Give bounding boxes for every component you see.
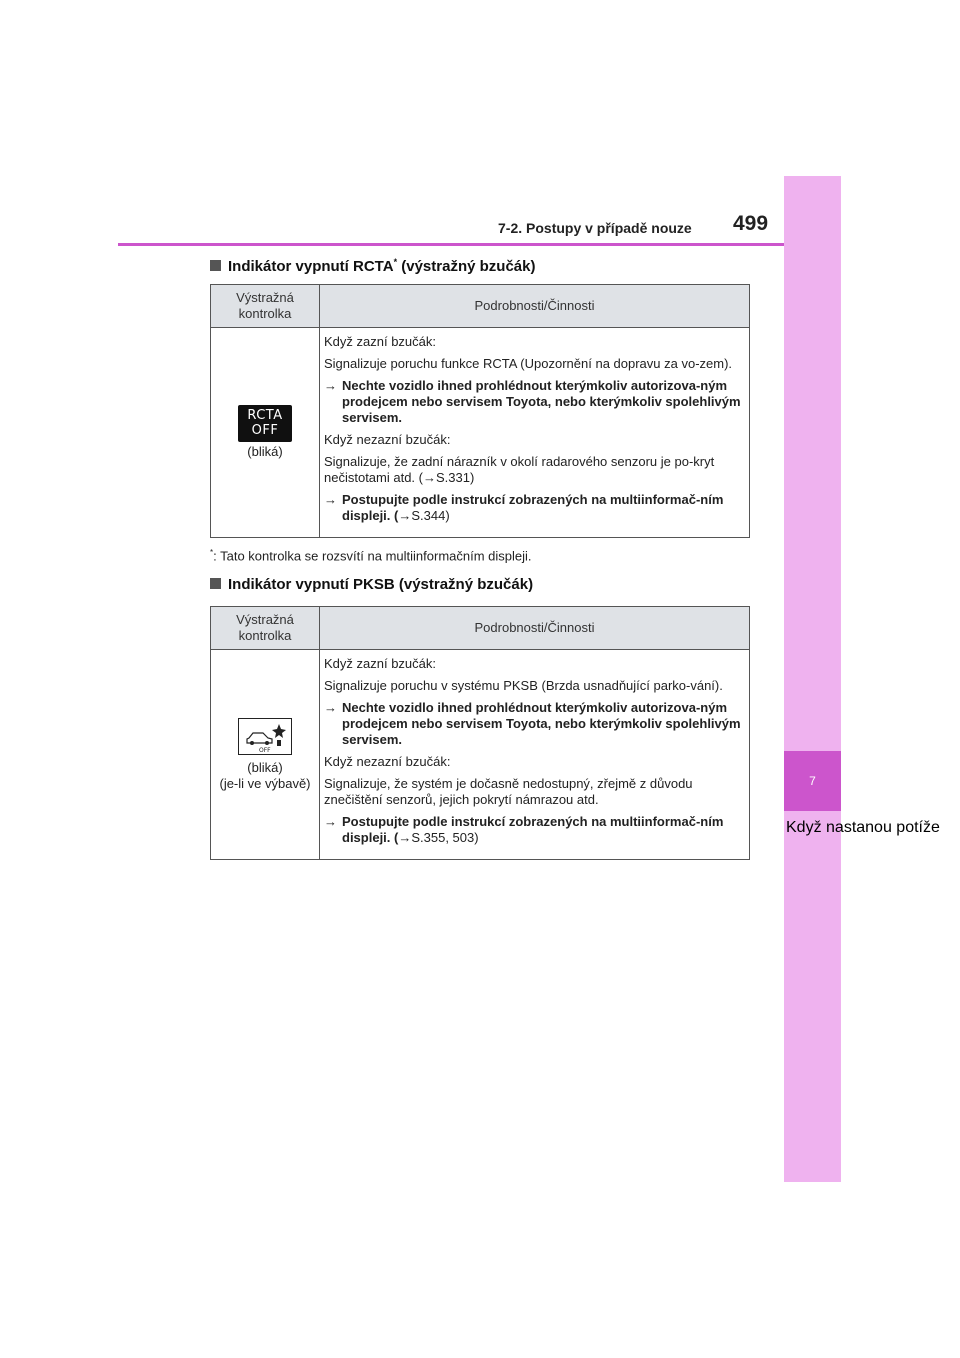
arrow-icon: →	[324, 814, 337, 829]
pksb-action2	[324, 814, 743, 846]
rcta-table	[210, 284, 750, 538]
pksb-details-cell	[320, 650, 750, 860]
rcta-action2-text: Postupujte podle instrukcí zobrazených na multiinformač-ním displeji. (	[342, 492, 724, 523]
footnote	[210, 548, 532, 563]
chapter-side-tab	[784, 176, 841, 1182]
pksb-action2-text: Postupujte podle instrukcí zobrazených na multiinformač-ním displeji. (	[342, 814, 724, 845]
rcta-action2	[324, 492, 743, 524]
pksb-icon-caption2: (je-li ve výbavě)	[219, 775, 311, 791]
section-title: 7-2. Postupy v případě nouze	[498, 220, 692, 236]
rcta-icon-line1: RCTA	[247, 408, 283, 423]
rcta-action2-ref[interactable]: →S.344)	[398, 508, 450, 523]
rcta-icon-cell	[211, 328, 320, 538]
chapter-number: 7	[809, 774, 816, 788]
rcta-desc2-ref[interactable]: →S.331)	[423, 470, 475, 485]
footnote-text: : Tato kontrolka se rozsvítí na multiinformačním displeji.	[213, 548, 532, 564]
pksb-action1-text: Nechte vozidlo ihned prohlédnout kterýmkoliv autorizova-ným prodejcem nebo servisem Toyota, nebo kterýmkoliv spolehlivým servisem.	[342, 700, 741, 747]
rcta-table-row	[211, 328, 750, 538]
when-sounds: Když zazní bzučák:	[324, 656, 436, 671]
col-warning-light: Výstražná kontrolka	[211, 607, 320, 650]
rcta-off-icon	[238, 405, 292, 442]
when-not-sounds: Když nezazní bzučák:	[324, 432, 451, 447]
when-sounds: Když zazní bzučák:	[324, 334, 436, 349]
rcta-heading	[210, 257, 535, 275]
col-details: Podrobnosti/Činnosti	[320, 607, 750, 650]
heading-square-icon	[210, 578, 221, 589]
rcta-action1-text: Nechte vozidlo ihned prohlédnout kterýmkoliv autorizova-ným prodejcem nebo servisem Toyota, nebo kterýmkoliv spolehlivým servisem.	[342, 378, 741, 425]
pksb-table-row	[211, 650, 750, 860]
rcta-desc2-text: Signalizuje, že zadní nárazník v okolí radarového senzoru je po-kryt nečistotami atd. (	[324, 454, 715, 485]
rcta-heading-suffix: (výstražný bzučák)	[397, 258, 536, 275]
pksb-desc2: Signalizuje, že systém je dočasně nedostupný, zřejmě z důvodu znečištění senzorů, jejich pokrytí námrazou atd.	[324, 776, 693, 807]
col-warning-light: Výstražná kontrolka	[211, 285, 320, 328]
rcta-heading-text: Indikátor vypnutí RCTA	[228, 258, 394, 275]
pksb-icon-label: OFF	[259, 746, 271, 754]
chapter-title: Když nastanou potíže	[786, 819, 940, 836]
pksb-action1	[324, 700, 743, 748]
rcta-details-cell	[320, 328, 750, 538]
header-rule	[118, 243, 784, 246]
pksb-off-icon	[238, 718, 292, 755]
col-details: Podrobnosti/Činnosti	[320, 285, 750, 328]
pksb-heading	[210, 576, 533, 593]
pksb-heading-text: Indikátor vypnutí PKSB (výstražný bzučák)	[228, 576, 534, 593]
rcta-icon-caption: (bliká)	[247, 444, 283, 459]
pksb-icon-cell	[211, 650, 320, 860]
rcta-desc1: Signalizuje poruchu funkce RCTA (Upozornění na dopravu za vo-zem).	[324, 356, 733, 371]
when-not-sounds: Když nezazní bzučák:	[324, 754, 451, 769]
footnote-mark: *	[210, 548, 214, 557]
arrow-icon: →	[324, 492, 337, 507]
pksb-desc1: Signalizuje poruchu v systému PKSB (Brzda usnadňující parko-vání).	[324, 678, 723, 693]
page-number: 499	[733, 212, 769, 235]
heading-square-icon	[210, 260, 221, 271]
arrow-icon: →	[324, 700, 337, 715]
pksb-action2-ref[interactable]: →S.355, 503)	[398, 830, 479, 845]
rcta-table-header	[211, 285, 750, 328]
pksb-table-header	[211, 607, 750, 650]
rcta-icon-line2: OFF	[251, 423, 279, 438]
pksb-table	[210, 606, 750, 860]
rcta-action1	[324, 378, 743, 426]
arrow-icon: →	[324, 378, 337, 393]
rcta-desc2	[324, 454, 743, 486]
rcta-heading-mark: *	[393, 257, 398, 267]
pksb-icon-caption1: (bliká)	[247, 759, 283, 775]
